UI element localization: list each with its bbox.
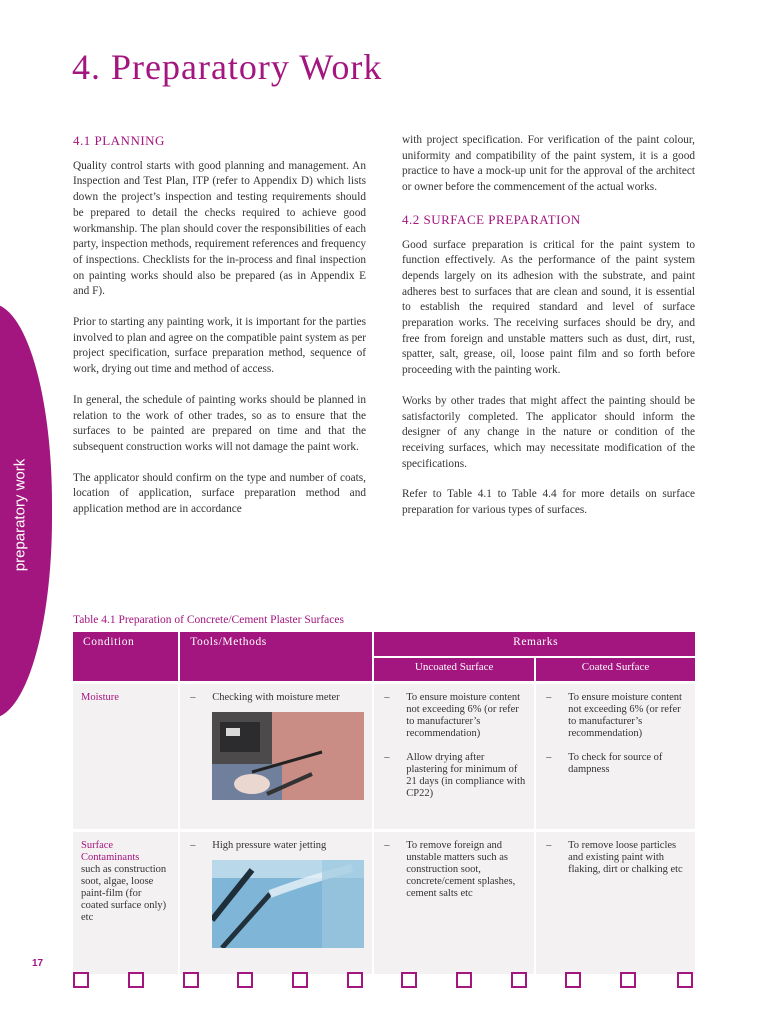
- decorative-square-icon: [620, 972, 636, 988]
- decorative-square-icon: [73, 972, 89, 988]
- coated-remark: To ensure moisture content not exceeding 6% (or refer to manufacturer’s recommendation): [568, 692, 682, 739]
- header-coated: Coated Surface: [535, 657, 696, 683]
- paragraph: Refer to Table 4.1 to Table 4.4 for more details on surface preparation for various types of surfaces.: [402, 488, 695, 517]
- table-row: Surface Contaminants such as construction soot, algae, loose paint-film (for coated surface only) etc – High pressure water jetting – To remove foreign and unstable matters such as construction soot, concrete/cement splashes, cement salts etc – To remove loose particles and existing paint with flaking, dirt or chalking etc: [73, 831, 696, 975]
- decorative-square-icon: [511, 972, 527, 988]
- header-condition: Condition: [73, 632, 179, 683]
- decorative-square-icon: [401, 972, 417, 988]
- moisture-meter-photo: [212, 712, 364, 800]
- decorative-square-icon: [292, 972, 308, 988]
- decorative-square-icon: [237, 972, 253, 988]
- coated-remark: To check for source of dampness: [568, 752, 663, 775]
- paragraph: In general, the schedule of painting works should be planned in relation to the work of other trades, so as to ensure that the surfaces to be painted are prepared on time and that the subsequent construction works will not damage the paint work.: [73, 393, 366, 453]
- decorative-square-icon: [677, 972, 693, 988]
- preparation-table: [73, 632, 697, 974]
- uncoated-remark: Allow drying after plastering for minimum of 21 days (in compliance with CP22): [406, 752, 526, 799]
- section-heading-surface-preparation: 4.2 SURFACE PREPARATION: [402, 211, 581, 227]
- tool-method: High pressure water jetting: [212, 840, 327, 851]
- page-number: 17: [32, 958, 44, 969]
- header-uncoated: Uncoated Surface: [373, 657, 535, 683]
- uncoated-remark: To ensure moisture content not exceeding 6% (or refer to manufacturer’s recommendation): [406, 692, 521, 739]
- water-jetting-photo: [212, 860, 364, 948]
- decorative-square-icon: [565, 972, 581, 988]
- paragraph: The applicator should confirm on the type and number of coats, location of application, surface preparation method and application method are in accordance: [73, 471, 366, 516]
- table-row: Moisture – Checking with moisture meter – To ensure moisture content not exceeding 6% (or refer to manufacturer’s recommendation) – Allow drying after plastering for minimum of 21 days (in compliance with CP22) – To ensure moisture content not exceeding 6% (or refer to manufacturer’s recommendation) – To check for source of dampness: [73, 683, 696, 831]
- decorative-square-icon: [128, 972, 144, 988]
- condition-name: Moisture: [81, 692, 119, 703]
- condition-detail: such as construction soot, algae, loose paint-film (for coated surface only) etc: [81, 864, 167, 923]
- header-tools: Tools/Methods: [179, 632, 373, 683]
- paragraph: Quality control starts with good planning and management. An Inspection and Test Plan, ITP (refer to Appendix D) which lists down the project’s inspection and testing requirements should be prepared to detail the checks required to achieve good workmanship. The plan should cover the responsibilities of each party, inspection methods, requirement references and frequency of inspections. Checklists for the in-process and final inspection on painting works should also be prepared (as in Appendix E and F).: [73, 159, 366, 298]
- coated-remark: To remove loose particles and existing paint with flaking, dirt or chalking etc: [568, 840, 683, 875]
- page-title: 4. Preparatory Work: [72, 47, 383, 87]
- uncoated-remark: To remove foreign and unstable matters such as construction soot, concrete/cement splashes, cement salts etc: [406, 840, 516, 899]
- decorative-square-icon: [347, 972, 363, 988]
- paragraph: Works by other trades that might affect the painting should be satisfactorily completed. The applicator should inform the designer of any change in the nature or condition of the receiving surfaces, which may necessitate modification of the specifications.: [402, 394, 695, 470]
- decorative-square-icon: [456, 972, 472, 988]
- section-heading-planning: 4.1 PLANNING: [73, 133, 165, 148]
- paragraph: with project specification. For verification of the paint colour, uniformity and compatibility of the paint system, it is a good practice to have a mock-up unit for the approval of the architect or owner before the commencement of the actual works.: [402, 134, 695, 194]
- paragraph: Prior to starting any painting work, it is important for the parties involved to plan and agree on the compatible paint system as per project specification, surface preparation method, sequence of work, drying out time and method of access.: [73, 316, 366, 376]
- table-caption: Table 4.1 Preparation of Concrete/Cement Plaster Surfaces: [73, 614, 344, 626]
- header-remarks: Remarks: [373, 632, 696, 657]
- column-left: [73, 133, 366, 533]
- condition-name: Surface Contaminants: [81, 840, 140, 863]
- paragraph: Good surface preparation is critical for the paint system to function effectively. As the performance of the paint system depends largely on its adhesion with the substrate, and paint adheres best to surfaces that are clean and sound, it is essential to establish the required standard and level of surface preparation works. The receiving surfaces should be dry, and free from foreign and unstable matters such as dust, dirt, rust, spatter, salt, grease, oil, loose paint film and so forth before proceeding with the painting work.: [402, 238, 695, 377]
- checkbox-strip: [73, 972, 697, 990]
- decorative-square-icon: [183, 972, 199, 988]
- tool-method: Checking with moisture meter: [212, 692, 340, 703]
- side-label: preparatory work: [11, 458, 29, 572]
- column-right: [402, 133, 695, 534]
